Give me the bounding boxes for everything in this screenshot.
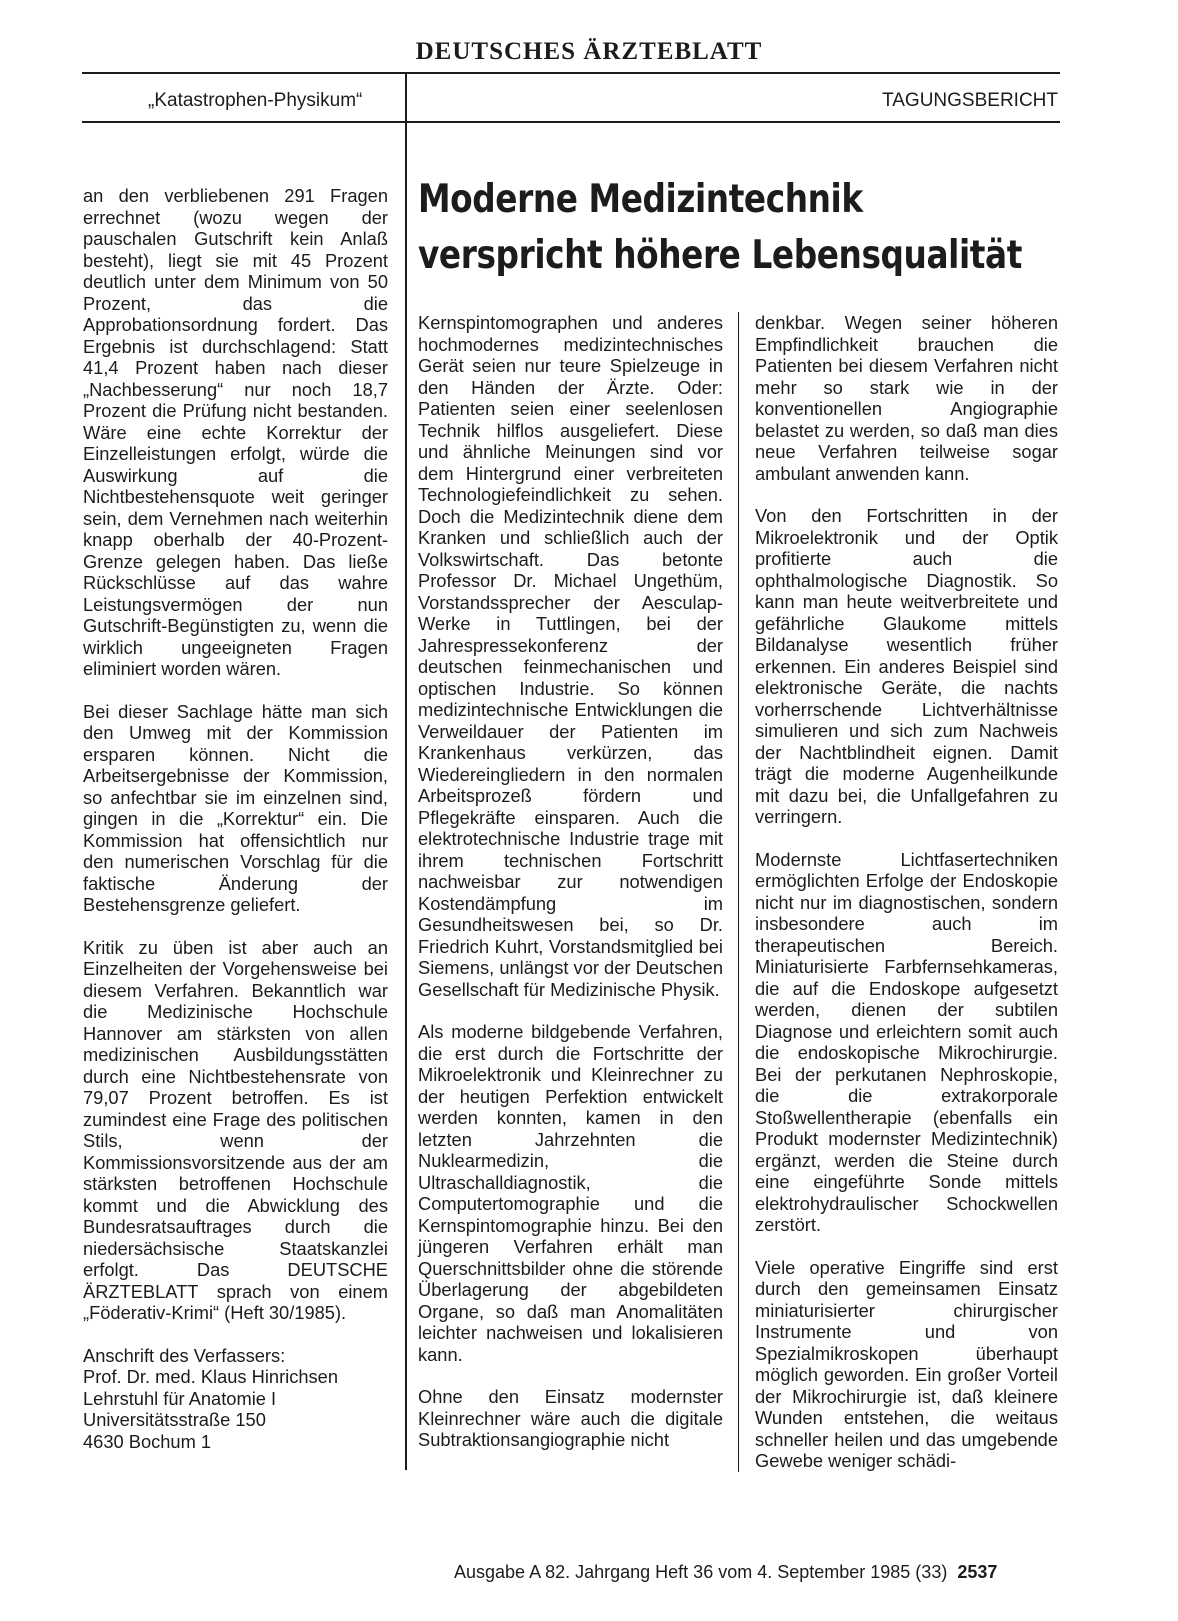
page-footer (454, 1561, 997, 1583)
body-paragraph: Als moderne bildgebende Verfahren, die erst durch die Fortschritte der Mikroelektronik und Kleinrechner zu der heutigen Perfektion entwickelt werden konnten, kamen in den letzten Jahrzehnten die Nuklearmedizin, die Ultraschalldiagnostik, die Computertomographie und die Kernspintomographie hinzu. Bei den jüngeren Verfahren erhält man Querschnittsbilder ohne die störende Überlagerung der abgebildeten Organe, so daß man Anomalitäten leichter nachweisen und lokalisieren kann. (418, 1021, 723, 1365)
address-line: Prof. Dr. med. Klaus Hinrichsen (83, 1366, 339, 1387)
column-divider-left (405, 74, 407, 1470)
address-line: Universitätsstraße 150 (83, 1409, 266, 1430)
headline-line-1: Moderne Medizintechnik (418, 177, 863, 222)
author-address (83, 1345, 388, 1453)
page-number: 2537 (957, 1562, 998, 1582)
column-divider-right (738, 312, 739, 1472)
body-paragraph: Kritik zu üben ist aber auch an Einzelheiten der Vorgehensweise bei diesem Verfahren. Bekanntlich war die Medizinische Hochschule Hannover am stärksten von allen medizinischen Ausbildungsstätten durch eine Nichtbestehensrate von 79,07 Prozent betroffen. Es ist zumindest eine Frage des politischen Stils, wenn der Kommissionsvorsitzende aus der am stärksten betroffenen Hochschule kommt und die Abwicklung des Bundesratsauftrages durch die niedersächsische Staatskanzlei erfolgt. Das DEUTSCHE ÄRZTEBLATT sprach von einem „Föderativ-Krimi“ (Heft 30/1985). (83, 936, 388, 1323)
body-paragraph: Ohne den Einsatz modernster Kleinrechner wäre auch die digitale Subtraktionsangiographie nicht (418, 1386, 723, 1450)
body-paragraph: Kernspintomographen und anderes hochmodernes medizintechnisches Gerät seien nur teure Spielzeuge in den Händen der Ärzte. Oder: Patienten seien einer seelenlosen Technik hilflos ausgeliefert. Diese und ähnliche Meinungen sind vor dem Hintergrund einer verbreiteten Technologiefeindlichkeit zu sehen. Doch die Medizintechnik diene dem Kranken und schließlich auch der Volkswirtschaft. Das betonte Professor Dr. Michael Ungethüm, Vorstandssprecher der Aesculap-Werke in Tuttlingen, bei der Jahrespressekonferenz der deutschen feinmechanischen und optischen Industrie. So können medizintechnische Entwicklungen die Verweildauer der Patienten im Krankenhaus verkürzen, das Wiedereingliedern in den normalen Arbeitsprozeß fördern und Pflegekräfte einsparen. Auch die elektrotechnische Industrie trage mit ihrem technischen Fortschritt nachweisbar zur notwendigen Kostendämpfung im Gesundheitswesen bei, so Dr. Friedrich Kuhrt, Vorstandsmitglied bei Siemens, unlängst vor der Deutschen Gesellschaft für Medizinische Physik. (418, 312, 723, 1000)
left-column (83, 185, 388, 1452)
address-line: 4630 Bochum 1 (83, 1430, 212, 1452)
journal-title: DEUTSCHES ÄRZTEBLATT (415, 38, 763, 65)
header-top-rule (82, 72, 1060, 74)
body-paragraph: denkbar. Wegen seiner höheren Empfindlichkeit brauchen die Patienten bei diesem Verfahren nicht mehr so stark wie in der konventionellen Angiographie belastet zu werden, so daß man dies neue Verfahren teilweise sogar ambulant anwenden kann. (755, 312, 1058, 484)
address-line: Lehrstuhl für Anatomie I (83, 1387, 277, 1409)
address-line: Anschrift des Verfassers: (83, 1344, 286, 1366)
header-bottom-rule (82, 121, 1060, 123)
body-paragraph: an den verbliebenen 291 Fragen errechnet (wozu wegen der pauschalen Gutschrift kein Anlaß besteht), liegt sie mit 45 Prozent deutlich unter dem Minimum von 50 Prozent, das die Approbationsordnung fordert. Das Ergebnis ist durchschlagend: Statt 41,4 Prozent haben nach dieser „Nachbesserung“ nur noch 18,7 Prozent die Prüfung nicht bestanden. Wäre eine echte Korrektur der Einzelleistungen erfolgt, würde die Auswirkung auf die Nichtbestehensquote weit geringer sein, dem Vernehmen nach weiterhin knapp oberhalb der 40-Prozent-Grenze gelegen haben. Das ließe Rückschlüsse auf das wahre Leistungsvermögen der nun Gutschrift-Begünstigten zu, wenn die wirklich ungeeigneten Fragen eliminiert worden wären. (83, 185, 388, 679)
middle-column (418, 312, 723, 1451)
body-paragraph: Von den Fortschritten in der Mikroelektronik und der Optik profitierte auch die ophthalmologische Diagnostik. So kann man heute weitverbreitete und gefährliche Glaukome mittels Bildanalyse wesentlich früher erkennen. Ein anderes Beispiel sind elektronische Geräte, die nachts vorherrschende Lichtverhältnisse simulieren und sich zum Nachweis der Nachtblindheit eignen. Damit trägt die moderne Augenheilkunde mit dazu bei, die Unfallgefahren zu verringern. (755, 505, 1058, 827)
issue-info: Ausgabe A 82. Jahrgang Heft 36 vom 4. September 1985 (33) (454, 1562, 948, 1582)
body-paragraph: Viele operative Eingriffe sind erst durch den gemeinsamen Einsatz miniaturisierter chirurgischer Instrumente und von Spezialmikroskopen überhaupt möglich geworden. Ein großer Vorteil der Mikrochirurgie ist, daß kleinere Wunden entstehen, die weitaus schneller heilen und das umgebende Gewebe weniger schädi- (755, 1256, 1058, 1471)
body-paragraph: Bei dieser Sachlage hätte man sich den Umweg mit der Kommission ersparen können. Nicht die Arbeitsergebnisse der Kommission, so anfechtbar sie im einzelnen sind, gingen in die „Korrektur“ ein. Die Kommission hat offensichtlich nur den numerischen Vorschlag für die faktische Änderung der Bestehensgrenze geliefert. (83, 700, 388, 915)
running-title: „Katastrophen-Physikum“ (148, 90, 363, 111)
right-column (755, 312, 1058, 1472)
body-paragraph: Modernste Lichtfasertechniken ermöglichten Erfolge der Endoskopie nicht nur im diagnostischen, sondern insbesondere auch im therapeutischen Bereich. Miniaturisierte Farbfernsehkameras, die auf die Endoskope aufgesetzt werden, dienen der subtilen Diagnose und erleichtern somit auch die endoskopische Mikrochirurgie. Bei der perkutanen Nephroskopie, die die extrakorporale Stoßwellentherapie (ebenfalls ein Produkt modernster Medizintechnik) ergänzt, werden die Steine durch eine eingeführte Sonde mittels elektrohydraulischer Schockwellen zerstört. (755, 848, 1058, 1235)
headline-line-2: verspricht höhere Lebensqualität (418, 233, 1022, 278)
article-headline (418, 172, 1022, 284)
section-label: TAGUNGSBERICHT (882, 90, 1058, 111)
